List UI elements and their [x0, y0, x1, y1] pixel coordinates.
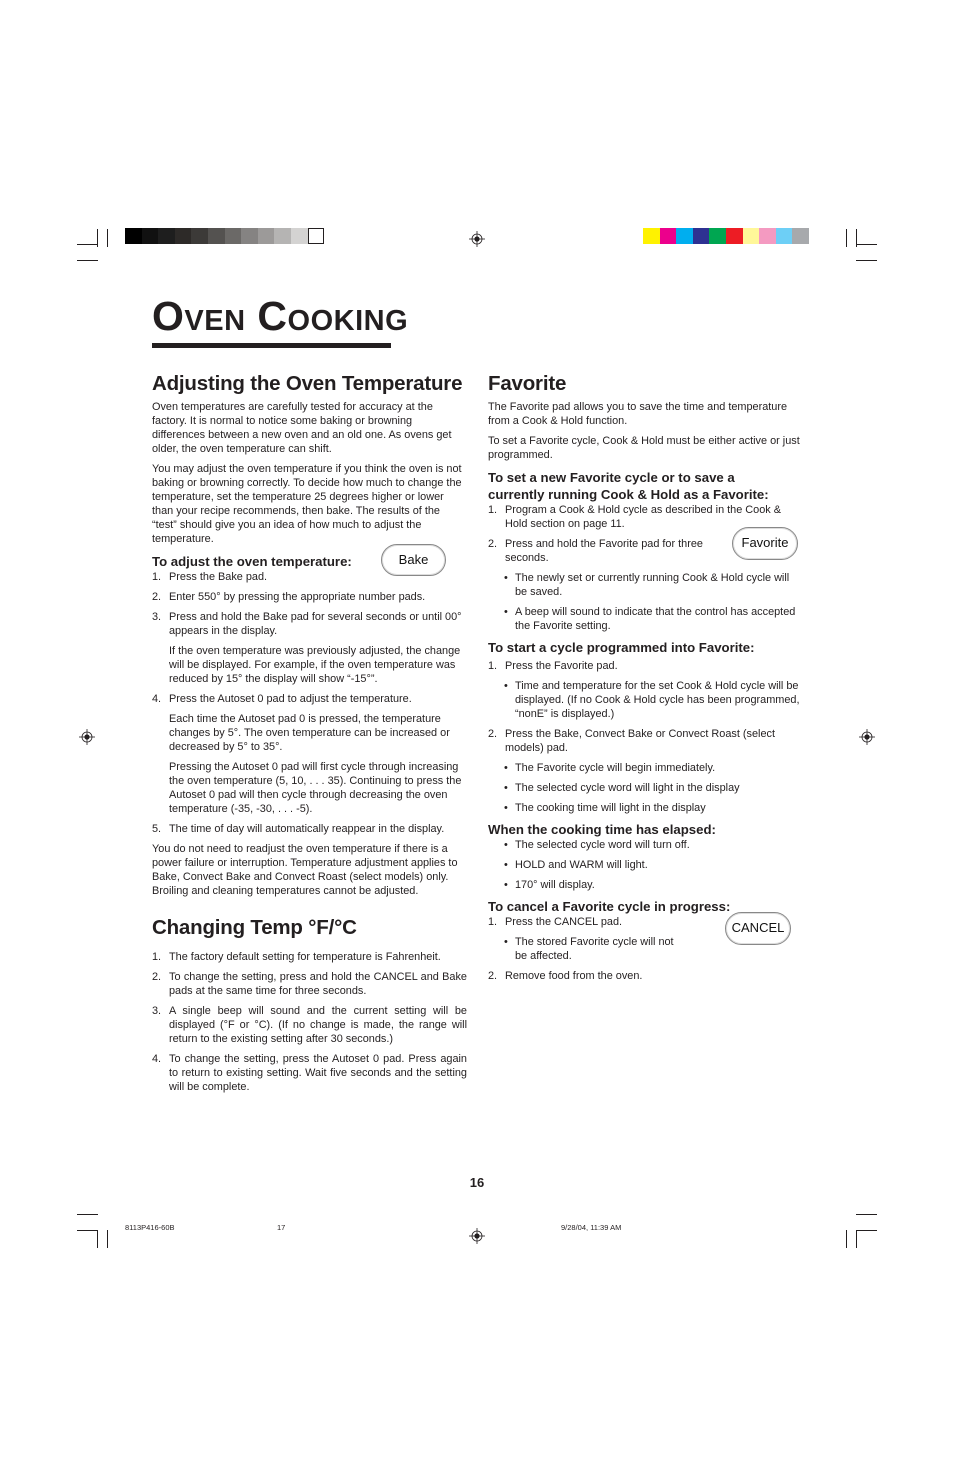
color-swatch	[241, 228, 258, 244]
registration-mark-icon	[469, 1228, 485, 1244]
crop-mark	[107, 1230, 108, 1248]
bullet-item: • 170° will display.	[488, 878, 803, 892]
crop-mark	[97, 229, 98, 247]
color-swatch	[191, 228, 208, 244]
registration-mark-icon	[859, 729, 875, 745]
color-swatch	[776, 228, 793, 244]
list-item: 2. Enter 550° by pressing the appropriate number pads.	[152, 591, 426, 603]
color-swatch	[759, 228, 776, 244]
crop-mark	[856, 244, 877, 245]
bullet-item: • HOLD and WARM will light.	[488, 858, 803, 872]
list-item: 5. The time of day will automatically reappear in the display.	[152, 823, 445, 835]
grayscale-color-bar	[125, 228, 324, 244]
registration-mark-icon	[79, 729, 95, 745]
adjust-steps	[152, 570, 467, 836]
bullet-item: • The selected cycle word will light in the display	[488, 781, 803, 795]
list-item: 1. The factory default setting for temperature is Fahrenheit.	[152, 951, 441, 963]
crop-mark	[77, 1214, 98, 1215]
title-rule	[152, 343, 391, 348]
crop-mark	[846, 229, 847, 247]
step-note: Pressing the Autoset 0 pad will first cycle through increasing the oven temperature (5, 10, . . . 35). Continuing to press the Autoset 0 pad will then cycle through decreasing the oven temperature (-35, -30, . . . -5).	[169, 761, 462, 815]
bullet-item: • The Favorite cycle will begin immediately.	[488, 761, 803, 775]
list-item: 2. Press the Bake, Convect Bake or Convect Roast (select models) pad.	[488, 728, 775, 754]
color-swatch	[693, 228, 710, 244]
page-number: 16	[469, 1175, 485, 1190]
footer-print-code: 8113P416-60B	[125, 1223, 175, 1232]
color-swatch	[709, 228, 726, 244]
color-swatch	[308, 228, 325, 244]
bullet-item: • The cooking time will light in the display	[488, 801, 803, 815]
list-item: 3. Press and hold the Bake pad for several seconds or until 00° appears in the display.	[152, 611, 462, 637]
crop-mark	[856, 1214, 877, 1215]
paragraph: To set a Favorite cycle, Cook & Hold must be either active or just programmed.	[488, 435, 800, 461]
section-heading-favorite: Favorite	[488, 372, 567, 395]
subheading-start-favorite: To start a cycle programmed into Favorite:	[488, 640, 755, 655]
elapsed-bullets	[488, 838, 803, 892]
crop-mark	[77, 244, 98, 245]
section-heading-adjusting: Adjusting the Oven Temperature	[152, 372, 463, 395]
color-swatch	[125, 228, 142, 244]
list-item: 2. Press and hold the Favorite pad for three seconds.	[488, 538, 703, 564]
list-item: 1. Press the Bake pad.	[152, 571, 268, 583]
crop-mark	[856, 260, 877, 261]
subheading-cancel-favorite: To cancel a Favorite cycle in progress:	[488, 899, 731, 914]
color-swatch	[274, 228, 291, 244]
favorite-pad-button: Favorite	[732, 527, 798, 560]
cancel-pad-button: CANCEL	[725, 912, 791, 945]
color-swatch	[208, 228, 225, 244]
subheading-adjust-temp: To adjust the oven temperature:	[152, 554, 352, 569]
paragraph: Oven temperatures are carefully tested for accuracy at the factory. It is normal to notice some baking or browning differences between a new oven and an old one. As ovens get older, the oven temperature can shift.	[152, 401, 452, 455]
start-favorite-steps	[488, 659, 803, 815]
page-title: Oven Cooking	[152, 293, 409, 339]
crop-mark	[856, 1230, 857, 1248]
crop-mark	[77, 260, 98, 261]
color-swatch	[643, 228, 660, 244]
crop-mark	[856, 1230, 877, 1231]
bullet-item: • A beep will sound to indicate that the control has accepted the Favorite setting.	[488, 605, 803, 633]
bullet-item: • The newly set or currently running Cook & Hold cycle will be saved.	[488, 571, 803, 599]
color-swatch	[291, 228, 308, 244]
registration-mark-icon	[469, 231, 485, 247]
color-swatch	[158, 228, 175, 244]
step-note: Each time the Autoset pad 0 is pressed, the temperature changes by 5°. The oven temperature can be increased or decreased by 5° to 35°.	[169, 713, 450, 753]
crop-mark	[846, 1230, 847, 1248]
color-swatch	[142, 228, 159, 244]
list-item: 2. Remove food from the oven.	[488, 970, 643, 982]
paragraph: You do not need to readjust the oven temperature if there is a power failure or interruption. Temperature adjustment applies to Bake, Convect Bake and Convect Roast (select models) only. Broiling and cleaning temperatures cannot be adjusted.	[152, 843, 458, 897]
paragraph: The Favorite pad allows you to save the time and temperature from a Cook & Hold function.	[488, 401, 788, 427]
color-swatch	[726, 228, 743, 244]
list-item: 3. A single beep will sound and the current setting will be displayed (°F or °C). (If no change is made, the range will return to the existing setting after 30 seconds.)	[152, 1005, 467, 1045]
color-swatch	[175, 228, 192, 244]
list-item: 1. Press the CANCEL pad.	[488, 916, 623, 928]
left-column	[152, 372, 467, 1100]
list-item: 4. Press the Autoset 0 pad to adjust the temperature.	[152, 693, 412, 705]
bullet-item: • Time and temperature for the set Cook & Hold cycle will be displayed. (If no Cook & Hold cycle has been programmed, “nonE” is displayed.)	[488, 679, 803, 721]
color-swatch	[792, 228, 809, 244]
new-favorite-steps	[488, 503, 803, 633]
section-heading-changing-temp: Changing Temp °F/°C	[152, 916, 357, 939]
list-item: 1. Program a Cook & Hold cycle as described in the Cook & Hold section on page 11.	[488, 504, 782, 530]
list-item: 1. Press the Favorite pad.	[488, 660, 618, 672]
color-swatch	[225, 228, 242, 244]
step-note: If the oven temperature was previously adjusted, the change will be displayed. For example, if the oven temperature was reduced by 15° the display will show “-15°”.	[169, 645, 461, 685]
footer-print-date: 9/28/04, 11:39 AM	[561, 1223, 622, 1232]
process-color-bar	[643, 228, 809, 244]
bullet-item: • The stored Favorite cycle will not be affected.	[488, 935, 680, 963]
changing-temp-steps	[152, 950, 467, 1094]
paragraph: You may adjust the oven temperature if you think the oven is not baking or browning correctly. To decide how much to change the temperature, set the temperature 25 degrees higher or lower than your recipe recommends, then bake. The results of the “test” should give you an idea of how much to adjust the temperature.	[152, 463, 462, 545]
crop-mark	[856, 229, 857, 247]
right-column	[488, 372, 803, 989]
list-item: 4. To change the setting, press the Autoset 0 pad. Press again to return to existing setting. Wait five seconds and the setting will be complete.	[152, 1053, 467, 1093]
bullet-item: • The selected cycle word will turn off.	[488, 838, 803, 852]
subheading-time-elapsed: When the cooking time has elapsed:	[488, 822, 716, 837]
footer-sheet-number: 17	[277, 1223, 286, 1232]
color-swatch	[660, 228, 677, 244]
color-swatch	[743, 228, 760, 244]
crop-mark	[77, 1230, 98, 1231]
bake-pad-button: Bake	[381, 544, 446, 576]
crop-mark	[107, 229, 108, 247]
crop-mark	[97, 1230, 98, 1248]
color-swatch	[676, 228, 693, 244]
subheading-new-favorite: To set a new Favorite cycle or to save a currently running Cook & Hold as a Favorite:	[488, 470, 769, 502]
list-item: 2. To change the setting, press and hold the CANCEL and Bake pads at the same time for three seconds.	[152, 971, 467, 997]
color-swatch	[258, 228, 275, 244]
